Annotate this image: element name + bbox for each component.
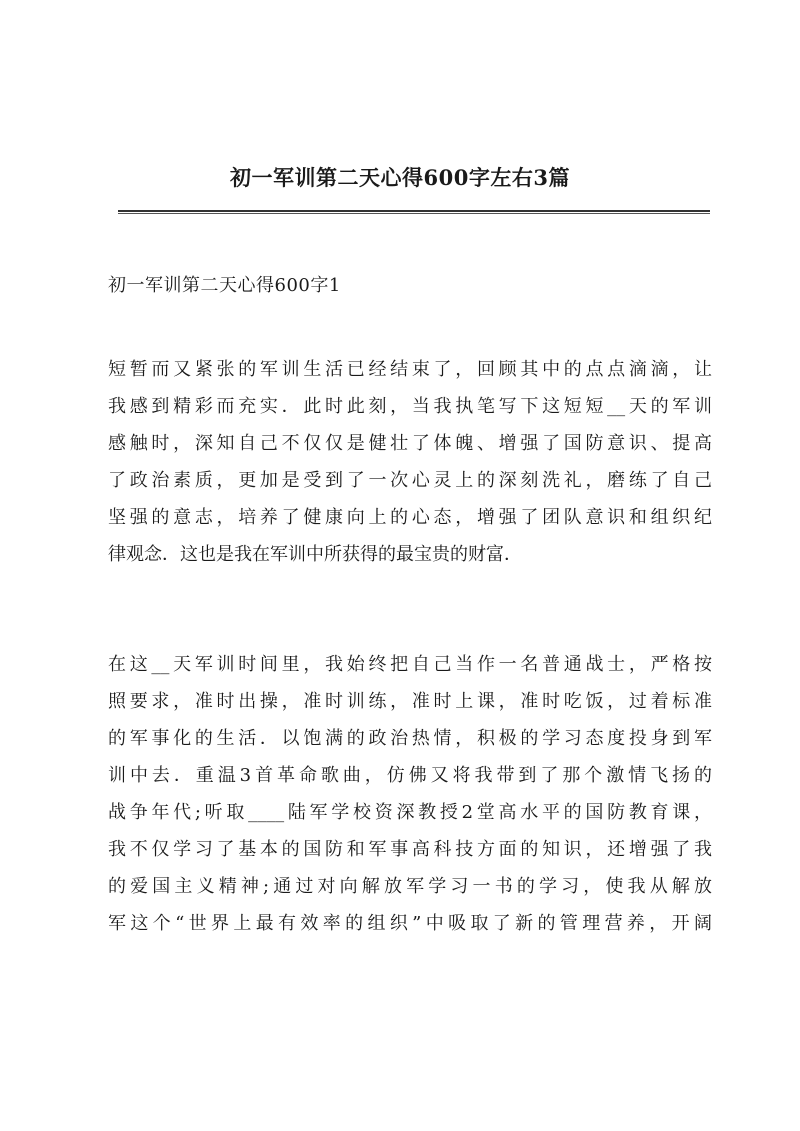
paragraph-line: 我感到精彩而充实．此时此刻，当我执笔写下这短短__天的军训 [108, 396, 712, 417]
paragraph-line: 战争年代;听取____陆军学校资深教授2堂高水平的国防教育课， [108, 802, 712, 823]
paragraph-line: 在这__天军训时间里，我始终把自己当作一名普通战士，严格按 [108, 654, 712, 675]
title-divider [118, 210, 710, 214]
paragraph-line: 短暂而又紧张的军训生活已经结束了，回顾其中的点点滴滴，让 [108, 359, 712, 380]
paragraph-line: 的军事化的生活．以饱满的政治热情，积极的学习态度投身到军 [108, 728, 712, 749]
paragraph-line: 军这个“世界上最有效率的组织”中吸取了新的管理营养，开阔 [108, 913, 712, 934]
section-heading: 初一军训第二天心得600字1 [108, 275, 341, 296]
document-title: 初一军训第二天心得600字左右3篇 [230, 165, 570, 190]
paragraph-line: 的爱国主义精神;通过对向解放军学习一书的学习，使我从解放 [108, 876, 712, 897]
paragraph-line: 律观念．这也是我在军训中所获得的最宝贵的财富． [108, 544, 522, 565]
paragraph-2 [108, 646, 712, 942]
paragraph-line: 了政治素质，更加是受到了一次心灵上的深刻洗礼，磨练了自己 [108, 470, 712, 491]
paragraph-line: 坚强的意志，培养了健康向上的心态，增强了团队意识和组织纪 [108, 507, 712, 528]
paragraph-line: 照要求，准时出操，准时训练，准时上课，准时吃饭，过着标准 [108, 691, 712, 712]
paragraph-line: 我不仅学习了基本的国防和军事高科技方面的知识，还增强了我 [108, 839, 712, 860]
paragraph-1 [108, 351, 712, 573]
paragraph-line: 感触时，深知自己不仅仅是健壮了体魄、增强了国防意识、提高 [108, 433, 712, 454]
paragraph-line: 训中去．重温3首革命歌曲，仿佛又将我带到了那个激情飞扬的 [108, 765, 712, 786]
